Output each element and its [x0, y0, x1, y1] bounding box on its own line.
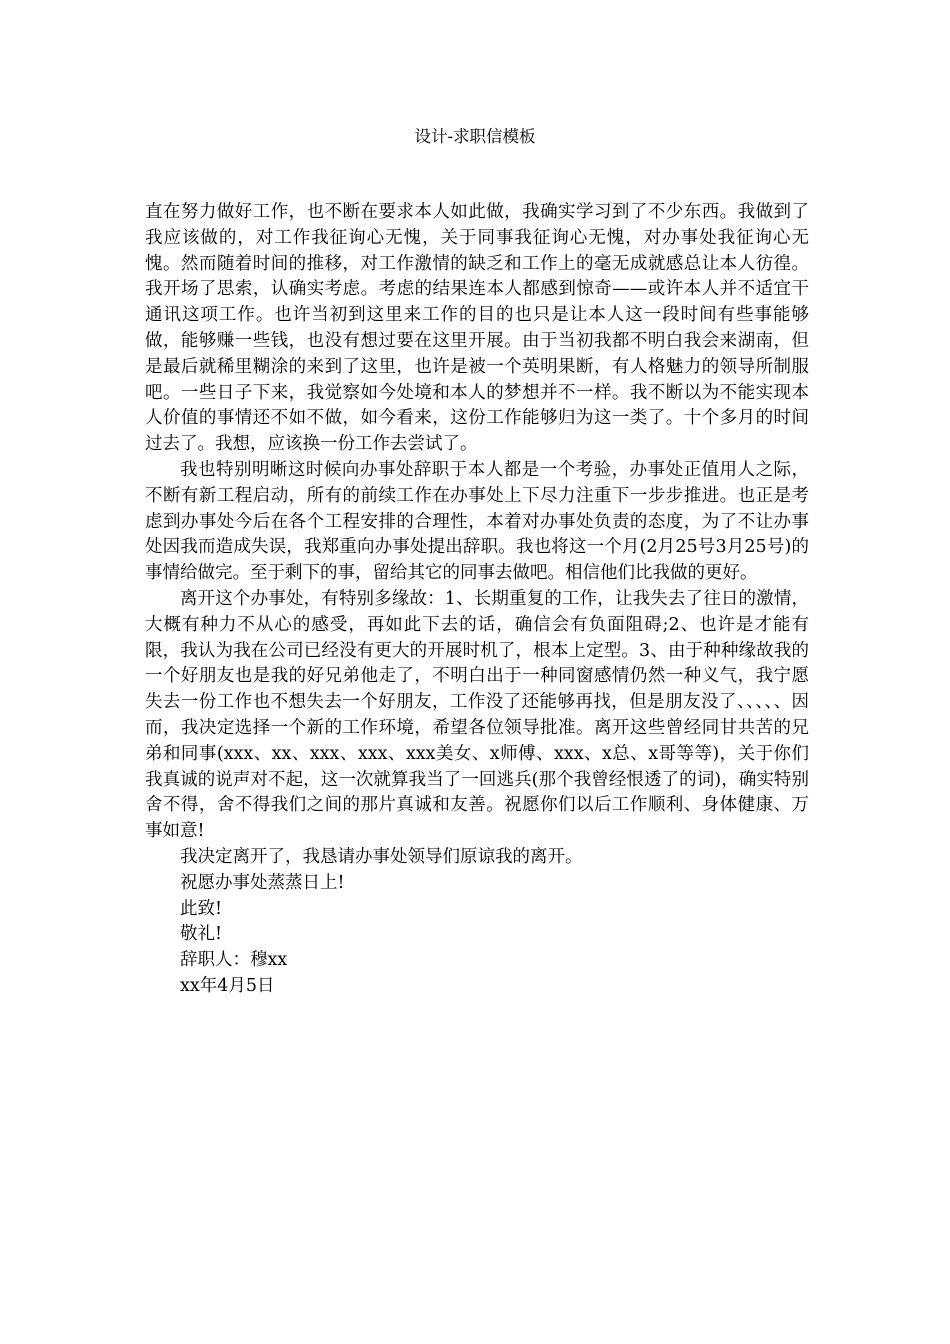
signature-line: 辞职人：穆xx — [180, 950, 288, 971]
date-line: xx年4月5日 — [180, 975, 275, 996]
paragraph-continued: 直在努力做好工作，也不断在要求本人如此做，我确实学习到了不少东西。我做到了我应该做的，对工作我征询心无愧，关于同事我征询心无愧，对办事处我征询心无愧。然而随着时间的推移，对工作激情的缺乏和工作上的毫无成就感总让本人彷徨。我开场了思索，认确实考虑。考虑的结果连本人都感到惊奇——或许本人并不适宜干通讯这项工作。也许当初到这里来工作的目的也只是让本人这一段时间有些事能够做，能够赚一些钱，也没有想过要在这里开展。由于当初我都不明白我会来湖南，但是最后就稀里糊涂的来到了这里，也许是被一个英明果断，有人格魅力的领导所制服吧。一些日子下来，我觉察如今处境和本人的梦想并不一样。我不断以为不能实现本人价值的事情还不如不做，如今看来，这份工作能够归为这一类了。十个多月的时间过去了。我想，应该换一份工作去尝试了。 — [145, 202, 809, 455]
paragraph-decision: 我决定离开了，我恳请办事处领导们原谅我的离开。 — [180, 846, 583, 867]
closing-salutation-1: 此致! — [180, 898, 223, 919]
paragraph-resignation-reason: 我也特别明晰这时候向办事处辞职于本人都是一个考验，办事处正值用人之际，不断有新工程启动，所有的前续工作在办事处上下尽力注重下一步步推进。也正是考虑到办事处今后在各个工程安排的合理性，本着对办事处负责的态度，为了不让办事处因我而造成失误，我郑重向办事处提出辞职。我也将这一个月(2月25号3月25号)的事情给做完。至于剩下的事，留给其它的同事去做吧。相信他们比我做的更好。 — [145, 459, 809, 584]
closing-salutation-2: 敬礼! — [180, 924, 223, 945]
letter-body — [145, 200, 809, 1000]
paragraph-reasons-list: 离开这个办事处，有特别多缘故：1、长期重复的工作，让我失去了往日的激情，大概有种力不从心的感受，再如此下去的话，确信会有负面阻碍;2、也许是才能有限，我认为我在公司已经没有更大的开展时机了，根本上定型。3、由于种种缘故我的一个好朋友也是我的好兄弟他走了，不明白出于一种同窗感情仍然一种义气，我宁愿失去一份工作也不想失去一个好朋友，工作没了还能够再找，但是朋友没了、、、、、因而，我决定选择一个新的工作环境，希望各位领导批准。离开这些曾经同甘共苦的兄弟和同事(xxx、xx、xxx、xxx、xxx美女、x师傅、xxx、x总、x哥等等)，关于你们我真诚的说声对不起，这一次就算我当了一回逃兵(那个我曾经恨透了的词)，确实特别舍不得，舍不得我们之间的那片真诚和友善。祝愿你们以后工作顺利、身体健康、万事如意! — [145, 588, 809, 842]
header-title: 设计-求职信模板 — [414, 127, 536, 146]
closing-blessing: 祝愿办事处蒸蒸日上! — [180, 872, 345, 893]
